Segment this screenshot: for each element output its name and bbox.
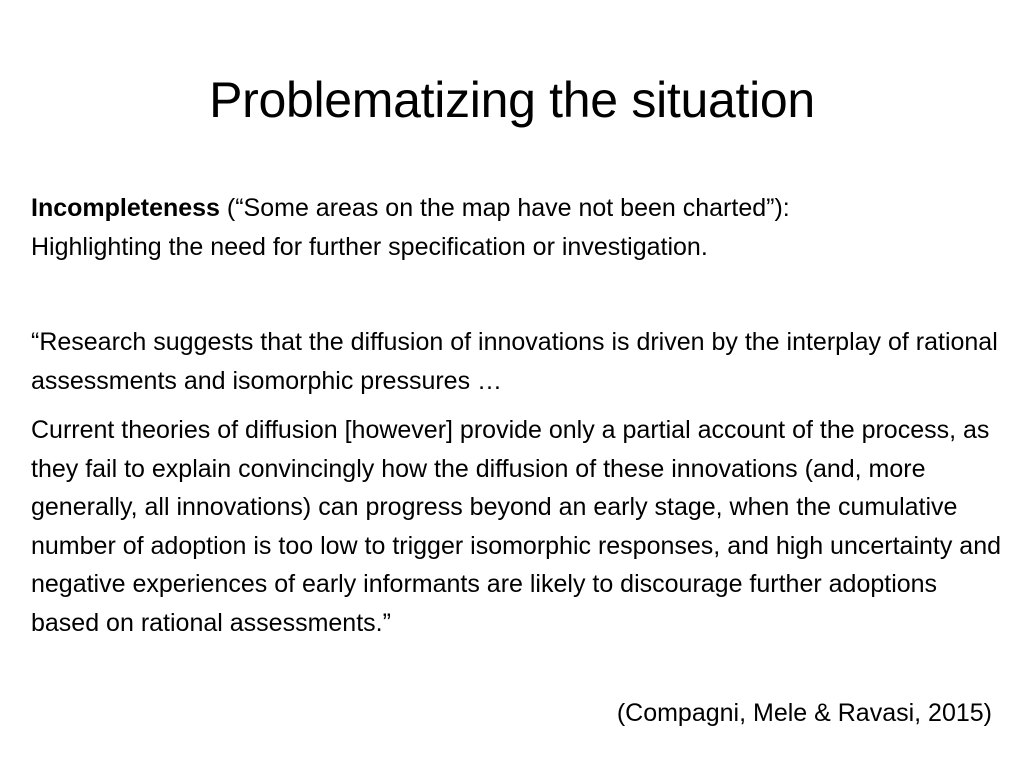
quote-part-2: Current theories of diffusion [however] provide only a partial account of the process, as they fail to explain convincingly how the diffusion of these innovations (and, more generally, all innovations) can progress beyond an early stage, when the cumulative number of adoption is too low to trigger isomorphic responses, and high uncertainty and negative experiences of early informants are likely to discourage further adoptions based on rational assessments.” (31, 416, 1002, 637)
point-definition: Highlighting the need for further specification or investigation. (31, 232, 708, 261)
point-term: Incompleteness (31, 194, 220, 222)
incompleteness-point (31, 189, 1001, 266)
slide-title: Problematizing the situation (209, 72, 815, 128)
point-term-gloss: (“Some areas on the map have not been charted”): (219, 194, 790, 222)
quote-part-1: “Research suggests that the diffusion of innovations is driven by the interplay of rational assessments and isomorphic pressures … (31, 328, 998, 395)
citation: (Compagni, Mele & Ravasi, 2015) (616, 699, 992, 727)
slide-body (31, 189, 1001, 642)
